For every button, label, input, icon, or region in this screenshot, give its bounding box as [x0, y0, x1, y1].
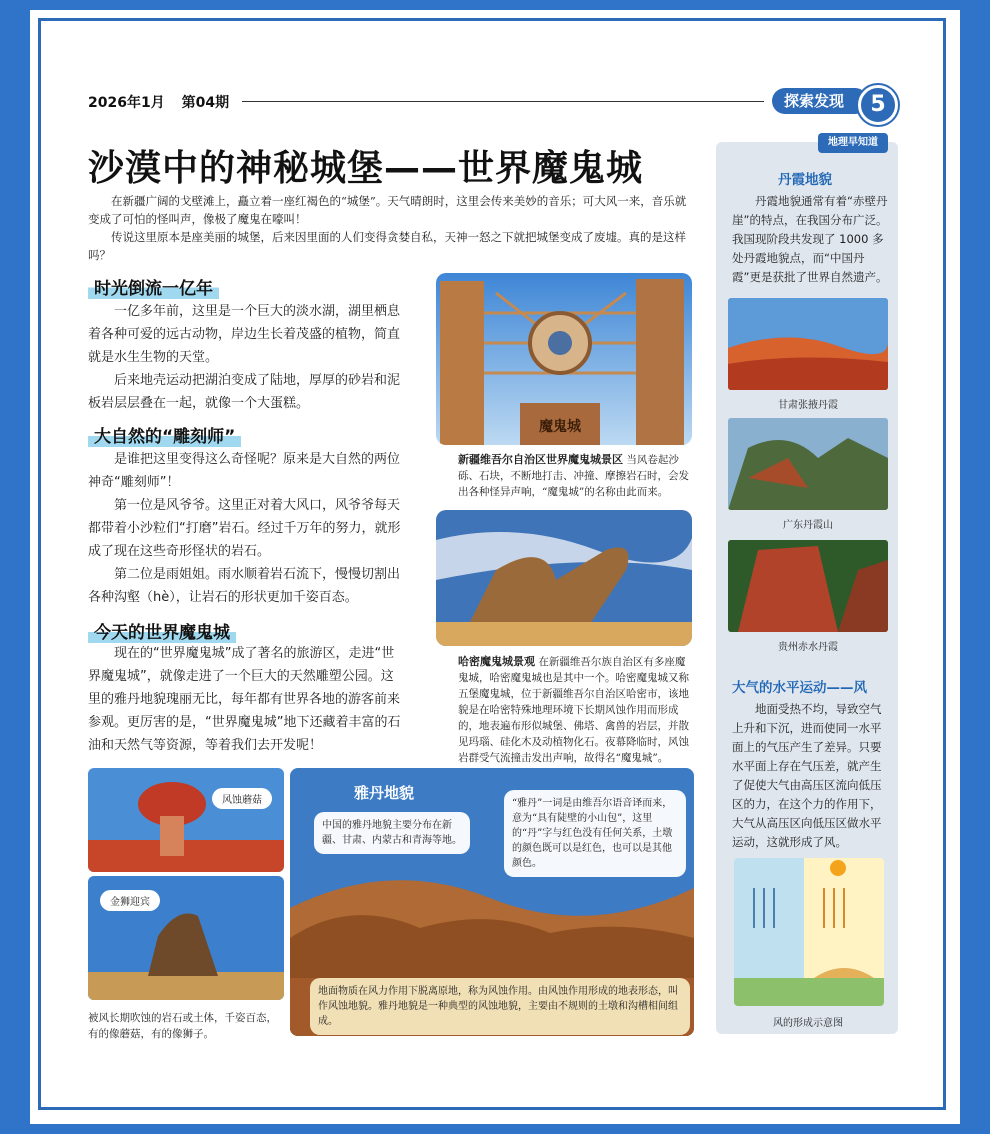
mushroom-rock-label: 风蚀蘑菇: [212, 788, 272, 809]
chishui-danxia-photo: [728, 540, 888, 632]
wind-diagram: [734, 858, 884, 1006]
body-paragraph: 第二位是雨姐姐。雨水顺着岩石流下，慢慢切割出各种沟壑（hè），让岩石的形状更加千姿百态。: [88, 567, 401, 605]
body-paragraph: 后来地壳运动把湖泊变成了陆地，厚厚的砂岩和泥板岩层层叠在一起，就像一个大蛋糕。: [88, 373, 401, 411]
hami-caption-text: 在新疆维吾尔族自治区有多座魔鬼城，哈密魔鬼城也是其中一个。哈密魔鬼城又称五堡魔鬼城，位于新疆维吾尔自治区哈密市，该地貌是在哈密特殊地理环境下长期风蚀作用而形成的，地表遍布形似城堡、佛塔、禽兽的岩层，并散见玛瑙、硅化木及动植物化石。夜幕降临时，风蚀岩群受气流撞击发出声响，故得名“魔鬼城”。: [458, 656, 689, 764]
hami-photo: [436, 510, 692, 646]
danxia-mountain-image: [728, 418, 888, 510]
wind-diagram-caption: 风的形成示意图: [773, 1018, 843, 1029]
section-badge: 探索发现: [772, 88, 868, 114]
intro-paragraph: 传说这里原本是座美丽的城堡，后来因里面的人们变得贪婪自私，天神一怒之下就把城堡变成了废墟。真的是这样吗？: [88, 230, 686, 262]
chishui-danxia-caption: 贵州赤水丹霞: [778, 642, 838, 653]
article-intro: [88, 192, 694, 264]
yardang-distribution-bubble: 中国的雅丹地貌主要分布在新疆、甘肃、内蒙古和青海等地。: [314, 812, 470, 854]
wind-title: 大气的水平运动——风: [732, 680, 867, 696]
yardang-panel-title: 雅丹地貌: [354, 784, 415, 802]
gate-caption-title: 新疆维吾尔自治区世界魔鬼城景区: [458, 453, 623, 466]
hami-caption: [458, 654, 694, 766]
hami-image: [436, 510, 692, 646]
hami-caption-title: 哈密魔鬼城景观: [458, 655, 535, 668]
sidebar-tag: 地理早知道: [818, 133, 888, 153]
issue-header: [88, 92, 241, 112]
section-body: [88, 448, 406, 609]
body-paragraph: 第一位是风爷爷。这里正对着大风口，风爷爷每天都带着小沙粒们“打磨”岩石。经过千万年的努力，就形成了现在这些奇形怪状的岩石。: [88, 498, 401, 559]
danxia-mountain-caption: 广东丹霞山: [783, 520, 833, 531]
section-heading: 大自然的“雕刻师”: [88, 422, 241, 447]
danxia-mountain-photo: [728, 418, 888, 510]
header-rule: [242, 101, 764, 102]
zhangye-danxia-image: [728, 298, 888, 390]
mushroom-rock-photo: [88, 768, 284, 872]
gate-caption-text: 当风卷起沙砾、石块，不断地打击、冲撞、摩擦岩石时，会发出各种怪异声响，“魔鬼城”的名称由此而来。: [458, 454, 689, 498]
body-paragraph: 现在的“世界魔鬼城”成了著名的旅游区，走进“世界魔鬼城”，就像走进了一个巨大的天然雕塑公园。这里的雅丹地貌瑰丽无比，每年都有世界各地的游客前来参观。更厉害的是，“世界魔鬼城”地下还藏着丰富的石油和天然气等资源，等着我们去开发呢！: [88, 646, 401, 753]
article-title: 沙漠中的神秘城堡——世界魔鬼城: [88, 148, 644, 189]
issue-date: 2026年1月: [88, 95, 165, 111]
wind-diagram-image: [734, 858, 884, 1006]
lion-rock-label: 金狮迎宾: [100, 890, 160, 911]
section-body: [88, 300, 406, 415]
gate-caption: [458, 452, 694, 500]
yardang-etymology-bubble: “雅丹”一词是由维吾尔语音译而来，意为“具有陡壁的小山包”，这里的“丹”字与红色没有任何关系，土墩的颜色既可以是红色，也可以是其他颜色。: [504, 790, 686, 877]
danxia-text: [732, 192, 890, 287]
gate-image: [436, 273, 692, 445]
page-number: 5: [858, 85, 898, 125]
body-paragraph: 一亿多年前，这里是一个巨大的淡水湖，湖里栖息着各种可爱的远古动物，岸边生长着茂盛的植物，简直就是水生生物的天堂。: [88, 304, 401, 365]
yardang-definition-bubble: 地面物质在风力作用下脱离原地，称为风蚀作用。由风蚀作用形成的地表形态，叫作风蚀地貌。雅丹地貌是一种典型的风蚀地貌，主要由不规则的土墩和沟槽相间组成。: [310, 978, 690, 1035]
body-paragraph: 是谁把这里变得这么奇怪呢？原来是大自然的两位神奇“雕刻师”！: [88, 452, 401, 490]
section-heading: 时光倒流一亿年: [88, 274, 219, 299]
danxia-paragraph: 丹霞地貌通常有着“赤壁丹崖”的特点，在我国分布广泛。我国现阶段共发现了 1000 多处丹霞地貌点，而“中国丹霞”更是获批了世界自然遗产。: [732, 194, 888, 284]
issue-number: 第04期: [181, 95, 230, 111]
zhangye-danxia-caption: 甘肃张掖丹霞: [778, 400, 838, 411]
wind-paragraph: 地面受热不均，导致空气上升和下沉，进而使同一水平面上的气压产生了差异。只要水平面上存在气压差，就产生了促使大气由高压区流向低压区的力，在这个力的作用下，大气从高压区向低压区做水平运动，这就形成了风。: [732, 702, 882, 849]
yardang-left-caption: 被风长期吹蚀的岩石或土体，千姿百态，有的像蘑菇，有的像狮子。: [88, 1012, 277, 1040]
mushroom-rock-image: [88, 768, 284, 872]
zhangye-danxia-photo: [728, 298, 888, 390]
danxia-title: 丹霞地貌: [778, 172, 832, 188]
intro-paragraph: 在新疆广阔的戈壁滩上，矗立着一座红褐色的“城堡”。天气晴朗时，这里会传来美妙的音乐；可大风一来，音乐就变成了可怕的怪叫声，像极了魔鬼在嚎叫！: [88, 194, 687, 226]
chishui-danxia-image: [728, 540, 888, 632]
wind-text: [732, 700, 890, 852]
section-heading: 今天的世界魔鬼城: [88, 618, 236, 643]
section-body: [88, 642, 406, 757]
gate-sign-text: 魔鬼城: [539, 419, 581, 435]
gate-photo: [436, 273, 692, 445]
